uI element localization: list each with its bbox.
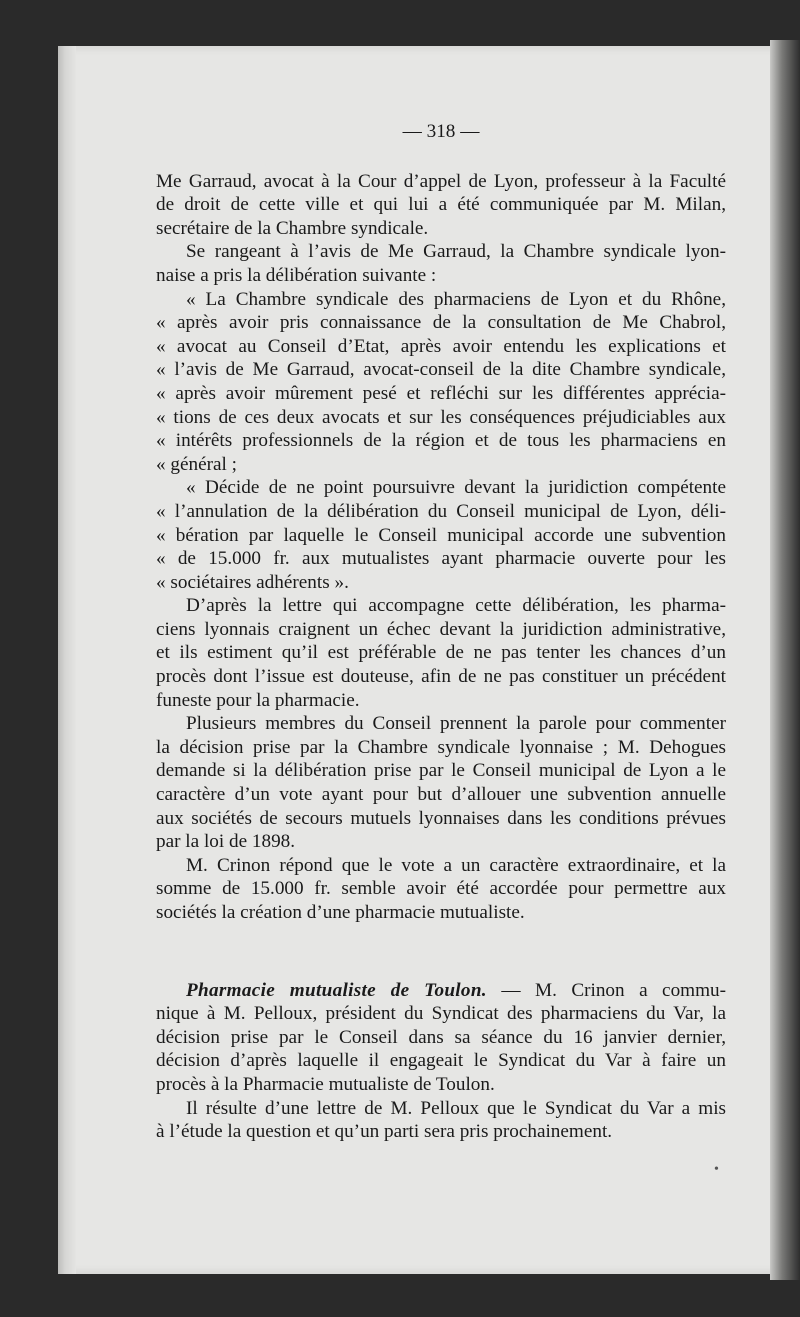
text-line: Plusieurs membres du Conseil prennent la parole pour commenter [186, 713, 726, 735]
text-line: « avocat au Conseil d’Etat, après avoir entendu les explications et [156, 335, 726, 357]
text-line: « général ; [156, 453, 237, 475]
body-paragraphs [156, 170, 726, 925]
paragraph [156, 712, 726, 854]
section-toulon [156, 979, 726, 1144]
text-line: par la loi de 1898. [156, 831, 296, 853]
text-line: Il résulte d’une lettre de M. Pelloux que le Syndicat du Var a mis [186, 1097, 726, 1119]
text-line: et ils estiment qu’il est préférable de ne pas tenter les chances d’un [156, 642, 726, 664]
text-line: funeste pour la pharmacie. [156, 689, 360, 711]
paragraph [156, 288, 726, 477]
text-line: caractère d’un vote ayant pour but d’allouer une subvention annuelle [156, 784, 726, 806]
page-gutter [58, 46, 76, 1274]
text-line: procès dont l’issue est douteuse, afin de ne pas constituer un précédent [156, 666, 726, 688]
text-line: « après avoir mûrement pesé et refléchi sur les différentes apprécia- [156, 382, 726, 404]
text-line: décision d’après laquelle il engageait le Syndicat du Var à faire un [156, 1050, 726, 1072]
text-line: M. Crinon répond que le vote a un caractère extraordinaire, et la [186, 854, 726, 876]
text-line: nique à M. Pelloux, président du Syndicat des pharmaciens du Var, la [156, 1003, 726, 1025]
text-line: « l’annulation de la délibération du Conseil municipal de Lyon, déli- [156, 500, 726, 522]
text-line: Se rangeant à l’avis de Me Garraud, la Chambre syndicale lyon- [186, 241, 726, 263]
text-line: naise a pris la délibération suivante : [156, 264, 437, 286]
paragraph [156, 594, 726, 712]
text-line: secrétaire de la Chambre syndicale. [156, 217, 429, 239]
library-stamp-mark: • [714, 1162, 719, 1177]
text-line: procès à la Pharmacie mutualiste de Toulon. [156, 1073, 495, 1095]
section-first-paragraph [156, 1002, 726, 1096]
section-second-paragraph [156, 1097, 726, 1144]
page-edge-shadow [770, 40, 800, 1280]
text-line: demande si la délibération prise par le Conseil municipal de Lyon a le [156, 760, 726, 782]
text-line: aux sociétés de secours mutuels lyonnaises dans les conditions prévues [156, 807, 726, 829]
paragraph [156, 476, 726, 594]
page-text [156, 120, 726, 1144]
text-line: à l’étude la question et qu’un parti sera pris prochainement. [156, 1121, 613, 1143]
text-line: « après avoir pris connaissance de la consultation de Me Chabrol, [156, 312, 726, 334]
text-line: la décision prise par la Chambre syndicale lyonnaise ; M. Dehogues [156, 736, 726, 758]
text-line: décision prise par le Conseil dans sa séance du 16 janvier dernier, [156, 1026, 726, 1048]
text-line: « l’avis de Me Garraud, avocat-conseil de la dite Chambre syndicale, [156, 359, 726, 381]
text-line: « La Chambre syndicale des pharmaciens de Lyon et du Rhône, [186, 288, 726, 310]
text-line: ciens lyonnais craignent un échec devant la juridiction administrative, [156, 618, 726, 640]
section-gap [156, 925, 726, 979]
text-line: « de 15.000 fr. aux mutualistes ayant pharmacie ouverte pour les [156, 548, 726, 570]
paragraph [156, 854, 726, 925]
text-line: « intérêts professionnels de la région et de tous les pharmaciens en [156, 430, 726, 452]
text-line: « sociétaires adhérents ». [156, 571, 349, 593]
text-line: de droit de cette ville et qui lui a été communiquée par M. Milan, [156, 194, 726, 216]
text-line: Me Garraud, avocat à la Cour d’appel de Lyon, professeur à la Faculté [156, 170, 726, 192]
paragraph [156, 240, 726, 287]
section-heading: Pharmacie mutualiste de Toulon. [186, 979, 487, 1001]
text-line: « bération par laquelle le Conseil municipal accorde une subvention [156, 524, 726, 546]
text-line: somme de 15.000 fr. semble avoir été accordée pour permettre aux [156, 878, 726, 900]
paragraph [156, 170, 726, 241]
section-heading-line [156, 979, 726, 1003]
text-line: « Décide de ne point poursuivre devant la juridiction compétente [186, 477, 726, 499]
text-line: « tions de ces deux avocats et sur les conséquences préjudiciables aux [156, 406, 726, 428]
section-heading-rest: — M. Crinon a commu- [486, 979, 726, 1001]
text-line: sociétés la création d’une pharmacie mutualiste. [156, 902, 525, 923]
page-number: — 318 — [402, 121, 480, 142]
text-line: D’après la lettre qui accompagne cette délibération, les pharma- [186, 595, 726, 617]
